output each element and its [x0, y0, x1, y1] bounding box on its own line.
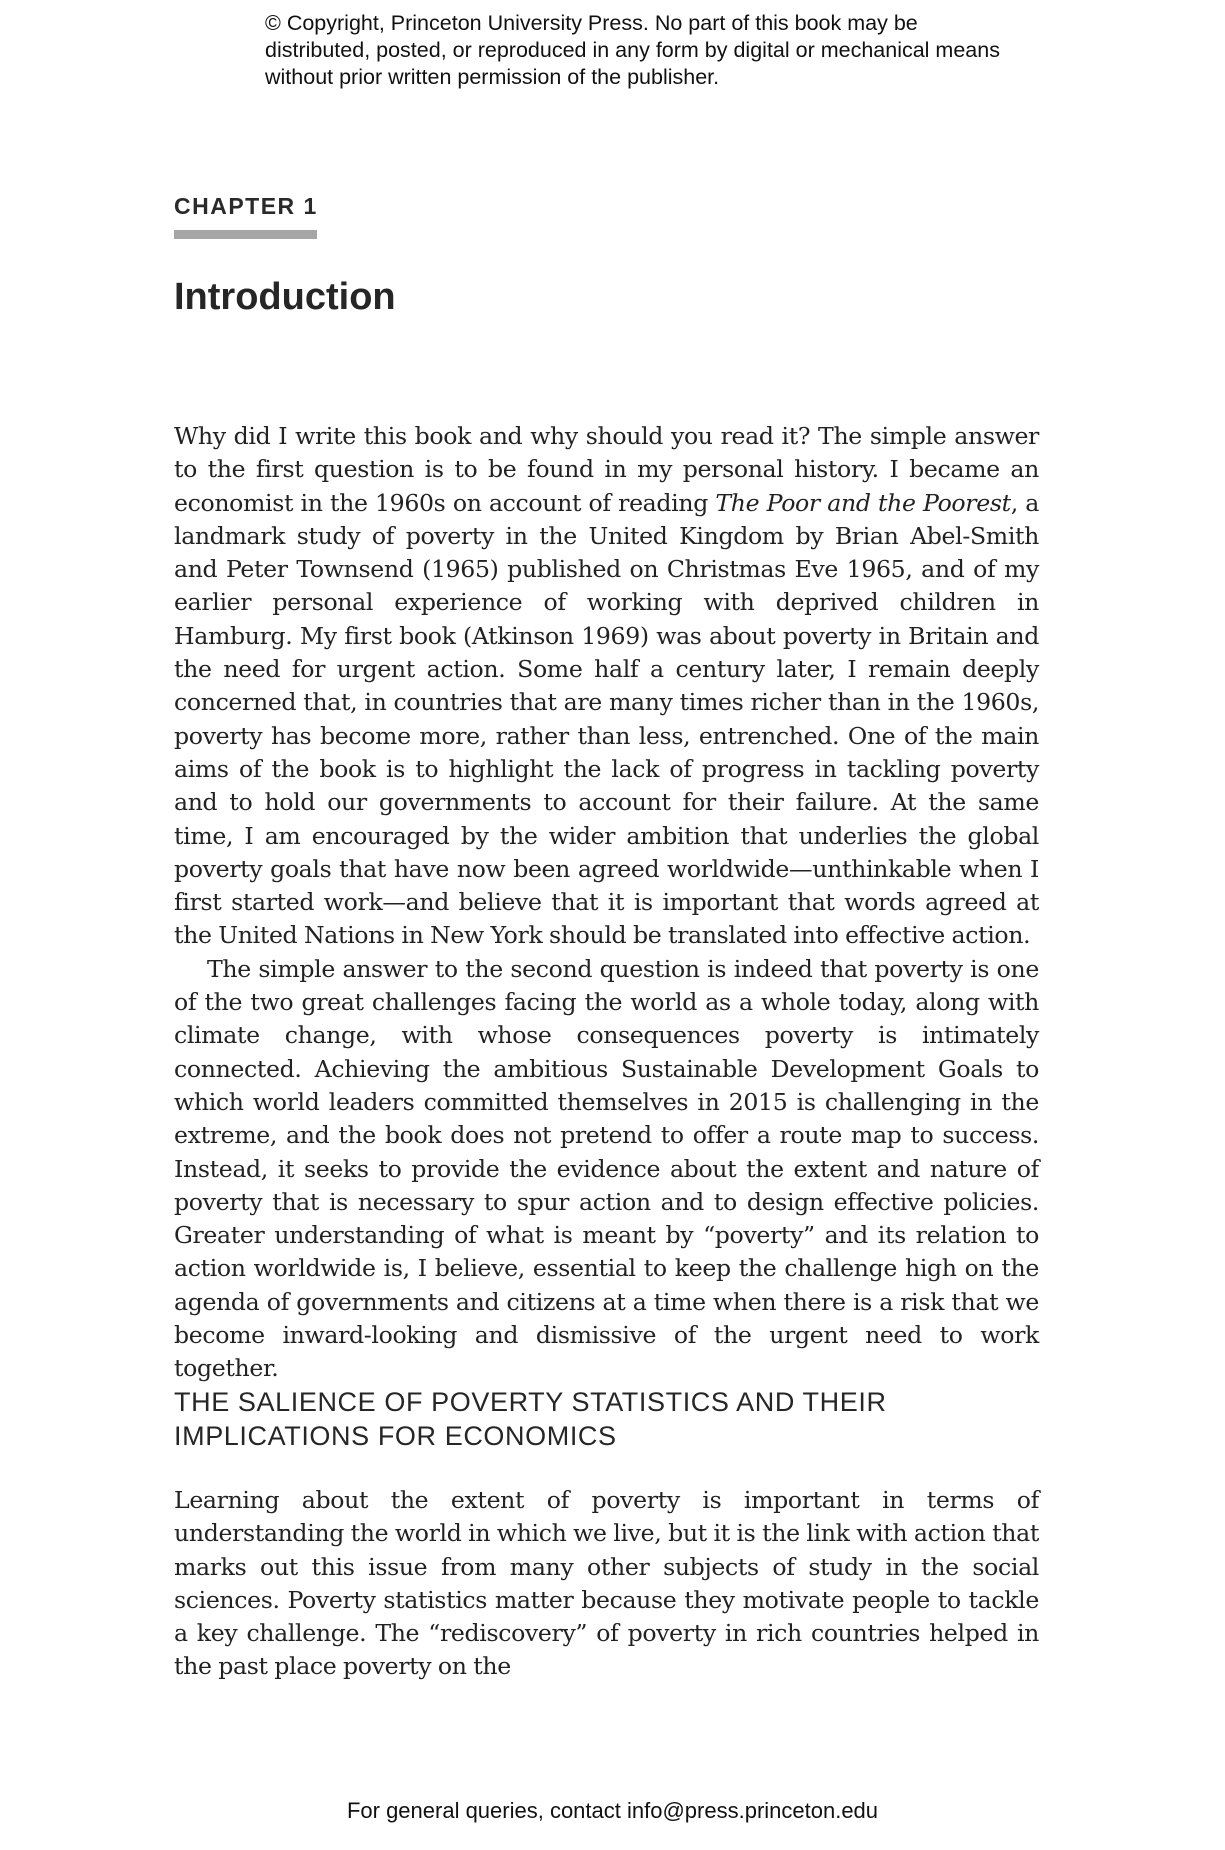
footer-contact: For general queries, contact info@press.princeton.edu	[346, 1798, 879, 1823]
paragraph-1-text-a: Why did I write this book and why should you read it? The simple answer to the first question is to be found in my personal history. I became an economist in the 1960s on account of reading	[174, 422, 1039, 517]
chapter-rule	[174, 230, 317, 239]
copyright-notice: © Copyright, Princeton University Press. No part of this book may be distributed, posted, or reproduced in any form by digital or mechanical means without prior written permission of the publisher.	[265, 11, 1000, 89]
chapter-title: Introduction	[174, 276, 396, 318]
book-title-italic: The Poor and the Poorest	[715, 488, 1011, 517]
paragraph-1-text-b: , a landmark study of poverty in the United Kingdom by Brian Abel-Smith and Peter Townsend (1965) published on Christmas Eve 1965, and of my earlier personal experience of working with deprived children in Hamburg. My first book (Atkinson 1969) was about poverty in Britain and the need for urgent action. Some half a century later, I remain deeply concerned that, in countries that are many times richer than in the 1960s, poverty has become more, rather than less, entrenched. One of the main aims of the book is to highlight the lack of progress in tackling poverty and to hold our governments to account for their failure. At the same time, I am encouraged by the wider ambition that underlies the global poverty goals that have now been agreed worldwide—unthinkable when I first started work—and believe that it is important that words agreed at the United Nations in New York should be translated into effective action.	[174, 488, 1040, 950]
intro-body	[174, 420, 1039, 1386]
paragraph-1	[174, 420, 1039, 953]
chapter-label: CHAPTER 1	[174, 193, 318, 219]
section-body	[174, 1484, 1039, 1684]
paragraph-2: The simple answer to the second question is indeed that poverty is one of the two great challenges facing the world as a whole today, along with climate change, with whose consequences poverty is intimately connected. Achieving the ambitious Sustainable Development Goals to which world leaders committed themselves in 2015 is challenging in the extreme, and the book does not pretend to offer a route map to success. Instead, it seeks to provide the evidence about the extent and nature of poverty that is necessary to spur action and to design effective policies. Greater understanding of what is meant by “poverty” and its relation to action worldwide is, I believe, essential to keep the challenge high on the agenda of governments and citizens at a time when there is a risk that we become inward-looking and dismissive of the urgent need to work together.	[174, 954, 1039, 1383]
section-heading: THE SALIENCE OF POVERTY STATISTICS AND THEIR IMPLICATIONS FOR ECONOMICS	[174, 1387, 887, 1451]
section-paragraph: Learning about the extent of poverty is important in terms of understanding the world in which we live, but it is the link with action that marks out this issue from many other subjects of study in the social sciences. Poverty statistics matter because they motivate people to tackle a key challenge. The “rediscovery” of poverty in rich countries helped in the past place poverty on the	[174, 1486, 1039, 1681]
